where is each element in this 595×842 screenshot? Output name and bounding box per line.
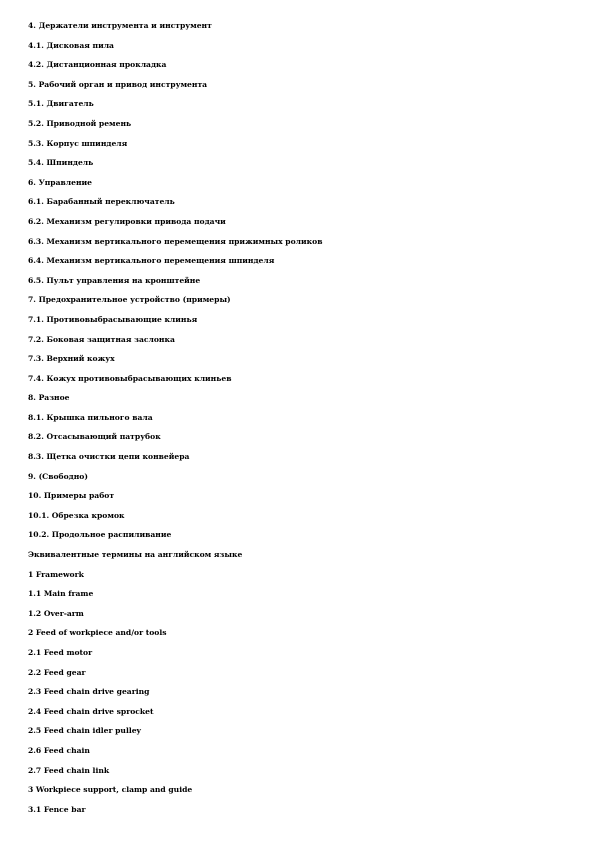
document-line: 3 Workpiece support, clamp and guide bbox=[28, 785, 193, 795]
document-line: 8.1. Крышка пильного вала bbox=[28, 412, 153, 422]
document-line: 6. Управление bbox=[28, 177, 93, 187]
document-line: 7.3. Верхний кожух bbox=[28, 354, 115, 364]
document-line: 2.6 Feed chain bbox=[28, 745, 90, 755]
document-line: 2.2 Feed gear bbox=[28, 667, 86, 677]
document-line: 10.2. Продольное распиливание bbox=[28, 530, 172, 540]
document-line: 4.2. Дистанционная прокладка bbox=[28, 60, 167, 70]
document-line: 10. Примеры работ bbox=[28, 491, 115, 501]
document-line: 6.4. Механизм вертикального перемещения шпинделя bbox=[28, 256, 275, 266]
document-line: 5.3. Корпус шпинделя bbox=[28, 138, 128, 148]
document-line: 2.1 Feed motor bbox=[28, 648, 93, 657]
document-line: 2.4 Feed chain drive sprocket bbox=[28, 706, 154, 716]
document-body bbox=[28, 16, 578, 819]
document-line: 2.5 Feed chain idler pulley bbox=[28, 726, 141, 736]
document-line: 8. Разное bbox=[28, 393, 70, 403]
document-line: 1.2 Over-arm bbox=[28, 608, 84, 618]
document-line: 6.5. Пульт управления на кронштейне bbox=[28, 275, 201, 285]
document-line: Эквивалентные термины на английском языке bbox=[28, 550, 243, 560]
document-line: 5.2. Приводной ремень bbox=[28, 118, 132, 128]
document-line: 1.1 Main frame bbox=[28, 589, 94, 599]
document-line: 7.2. Боковая защитная заслонка bbox=[28, 334, 175, 344]
document-line: 1 Framework bbox=[28, 569, 84, 579]
document-line: 10.1. Обрезка кромок bbox=[28, 510, 125, 520]
document-line: 2 Feed of workpiece and/or tools bbox=[28, 628, 167, 638]
document-line: 7.1. Противовыбрасывающие клинья bbox=[28, 314, 198, 324]
document-line: 6.2. Механизм регулировки привода подачи bbox=[28, 216, 226, 226]
document-line: 8.3. Щетка очистки цепи конвейера bbox=[28, 452, 190, 462]
document-line: 2.3 Feed chain drive gearing bbox=[28, 687, 150, 697]
document-line: 5.1. Двигатель bbox=[28, 99, 94, 109]
document-line: 4.1. Дисковая пила bbox=[28, 40, 114, 50]
document-line: 2.7 Feed chain link bbox=[28, 765, 110, 775]
document-line: 5. Рабочий орган и привод инструмента bbox=[28, 79, 208, 89]
document-line: 5.4. Шпиндель bbox=[28, 158, 94, 168]
document-line: 6.3. Механизм вертикального перемещения прижимных роликов bbox=[28, 236, 323, 246]
document-line: 7. Предохранительное устройство (примеры) bbox=[28, 295, 231, 305]
document-line: 7.4. Кожух противовыбрасывающих клиньев bbox=[28, 373, 232, 383]
document-line: 8.2. Отсасывающий патрубок bbox=[28, 432, 161, 442]
document-line: 9. (Свободно) bbox=[28, 471, 88, 481]
document-line: 6.1. Барабанный переключатель bbox=[28, 197, 175, 207]
document-line: 4. Держатели инструмента и инструмент bbox=[28, 21, 212, 30]
document-line: 3.1 Fence bar bbox=[28, 804, 86, 814]
